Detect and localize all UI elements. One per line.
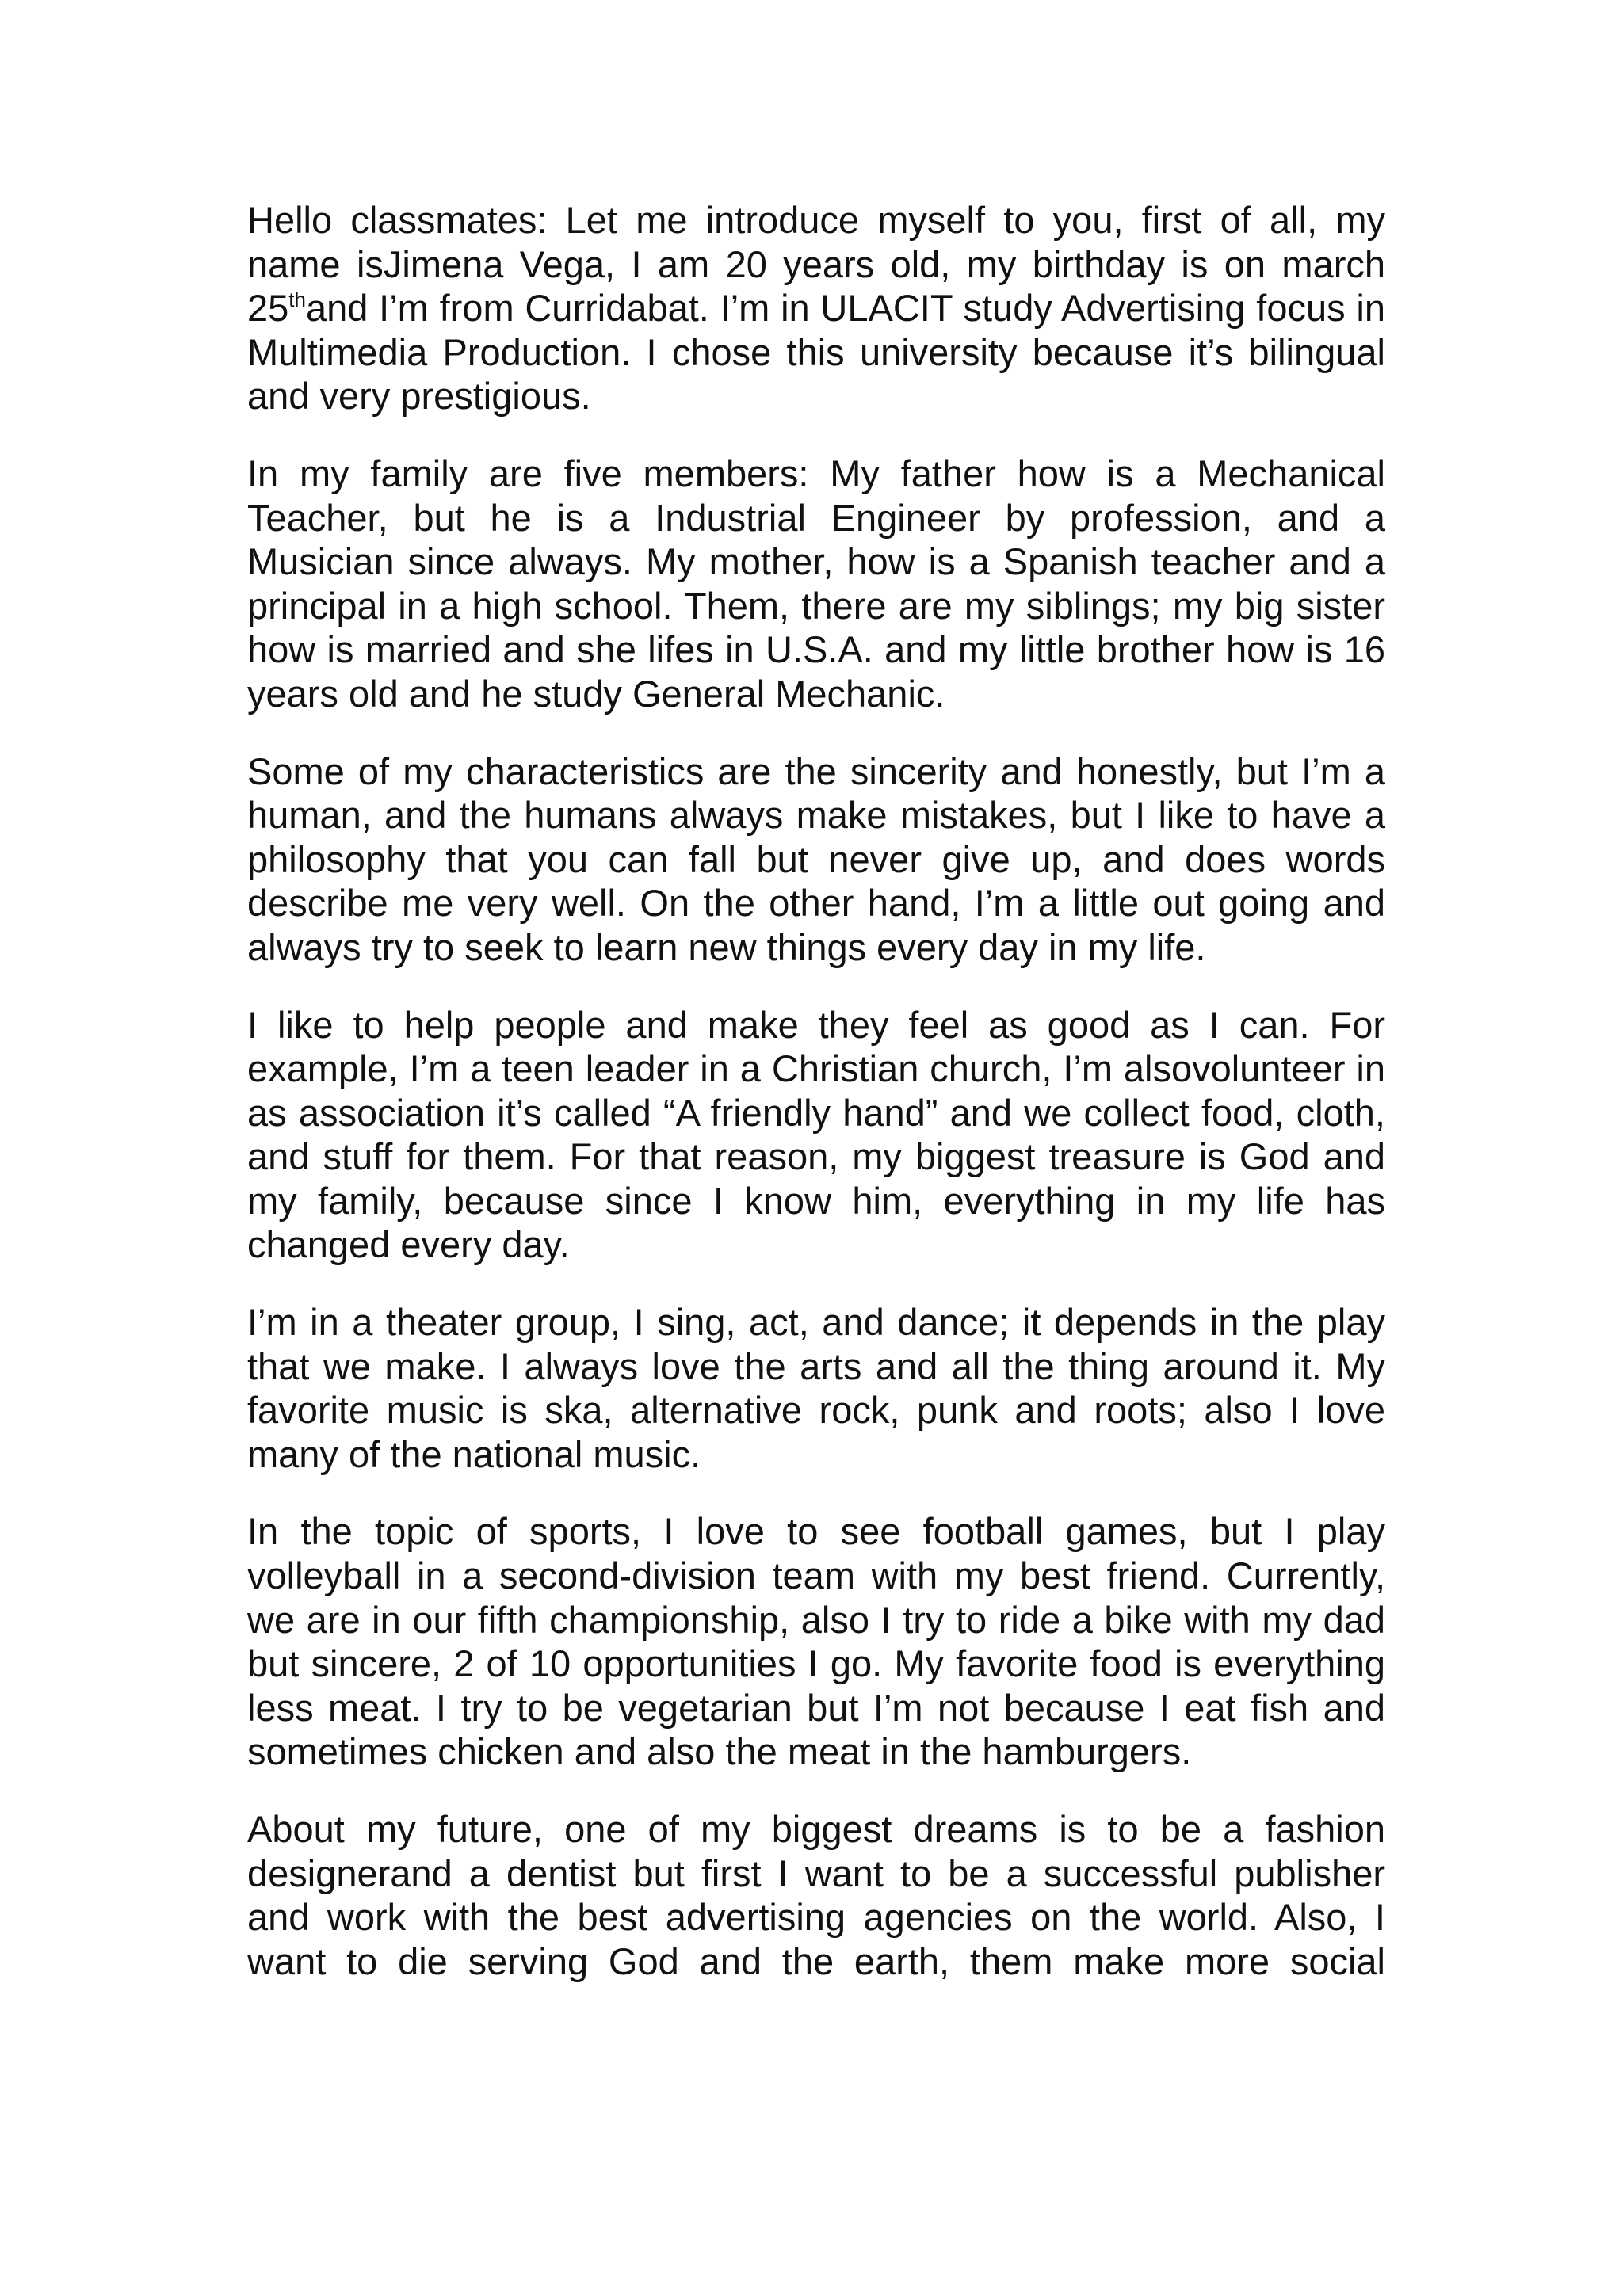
paragraph-introduction (247, 198, 1385, 418)
paragraph-family: In my family are five members: My father how is a Mechanical Teacher, but he is a Industrial Engineer by profession, and a Musician since always. My mother, how is a Spanish teacher and a principal in a high school. Them, there are my siblings; my big sister how is married and she lifes in U.S.A. and my little brother how is 16 years old and he study General Mechanic. (247, 452, 1385, 715)
ordinal-suffix: th (288, 288, 306, 312)
paragraph-future: About my future, one of my biggest dreams is to be a fashion designerand a dentist but first I want to be a successful publisher and work with the best advertising agencies on the world. Also, I want to die serving God and the earth, them make more social (247, 1808, 1385, 1982)
paragraph-introduction-text: Hello classmates: Let me introduce myself to you, first of all, my name isJimena Vega, I am 20 years old, my birthday is on march 25 (247, 199, 1385, 330)
paragraph-theater-music: I’m in a theater group, I sing, act, and dance; it depends in the play that we make. I always love the arts and all the thing around it. My favorite music is ska, alternative rock, punk and roots; also I love many of the national music. (247, 1301, 1385, 1475)
paragraph-introduction-text-continued: and I’m from Curridabat. I’m in ULACIT study Advertising focus in Multimedia Production. I chose this university because it’s bilingual and very prestigious. (247, 287, 1385, 418)
paragraph-characteristics: Some of my characteristics are the sincerity and honestly, but I’m a human, and the humans always make mistakes, but I like to have a philosophy that you can fall but never give up, and does words describe me very well. On the other hand, I’m a little out going and always try to seek to learn new things every day in my life. (247, 749, 1385, 968)
document-body (247, 198, 1385, 1983)
paragraph-helping-people: I like to help people and make they feel as good as I can. For example, I’m a teen leader in a Christian church, I’m alsovolunteer in as association it’s called “A friendly hand” and we collect food, cloth, and stuff for them. For that reason, my biggest treasure is God and my family, because since I know him, everything in my life has changed every day. (247, 1003, 1385, 1266)
paragraph-sports-food: In the topic of sports, I love to see football games, but I play volleyball in a second-division team with my best friend. Currently, we are in our fifth championship, also I try to ride a bike with my dad but sincere, 2 of 10 opportunities I go. My favorite food is everything less meat. I try to be vegetarian but I’m not because I eat fish and sometimes chicken and also the meat in the hamburgers. (247, 1510, 1385, 1773)
